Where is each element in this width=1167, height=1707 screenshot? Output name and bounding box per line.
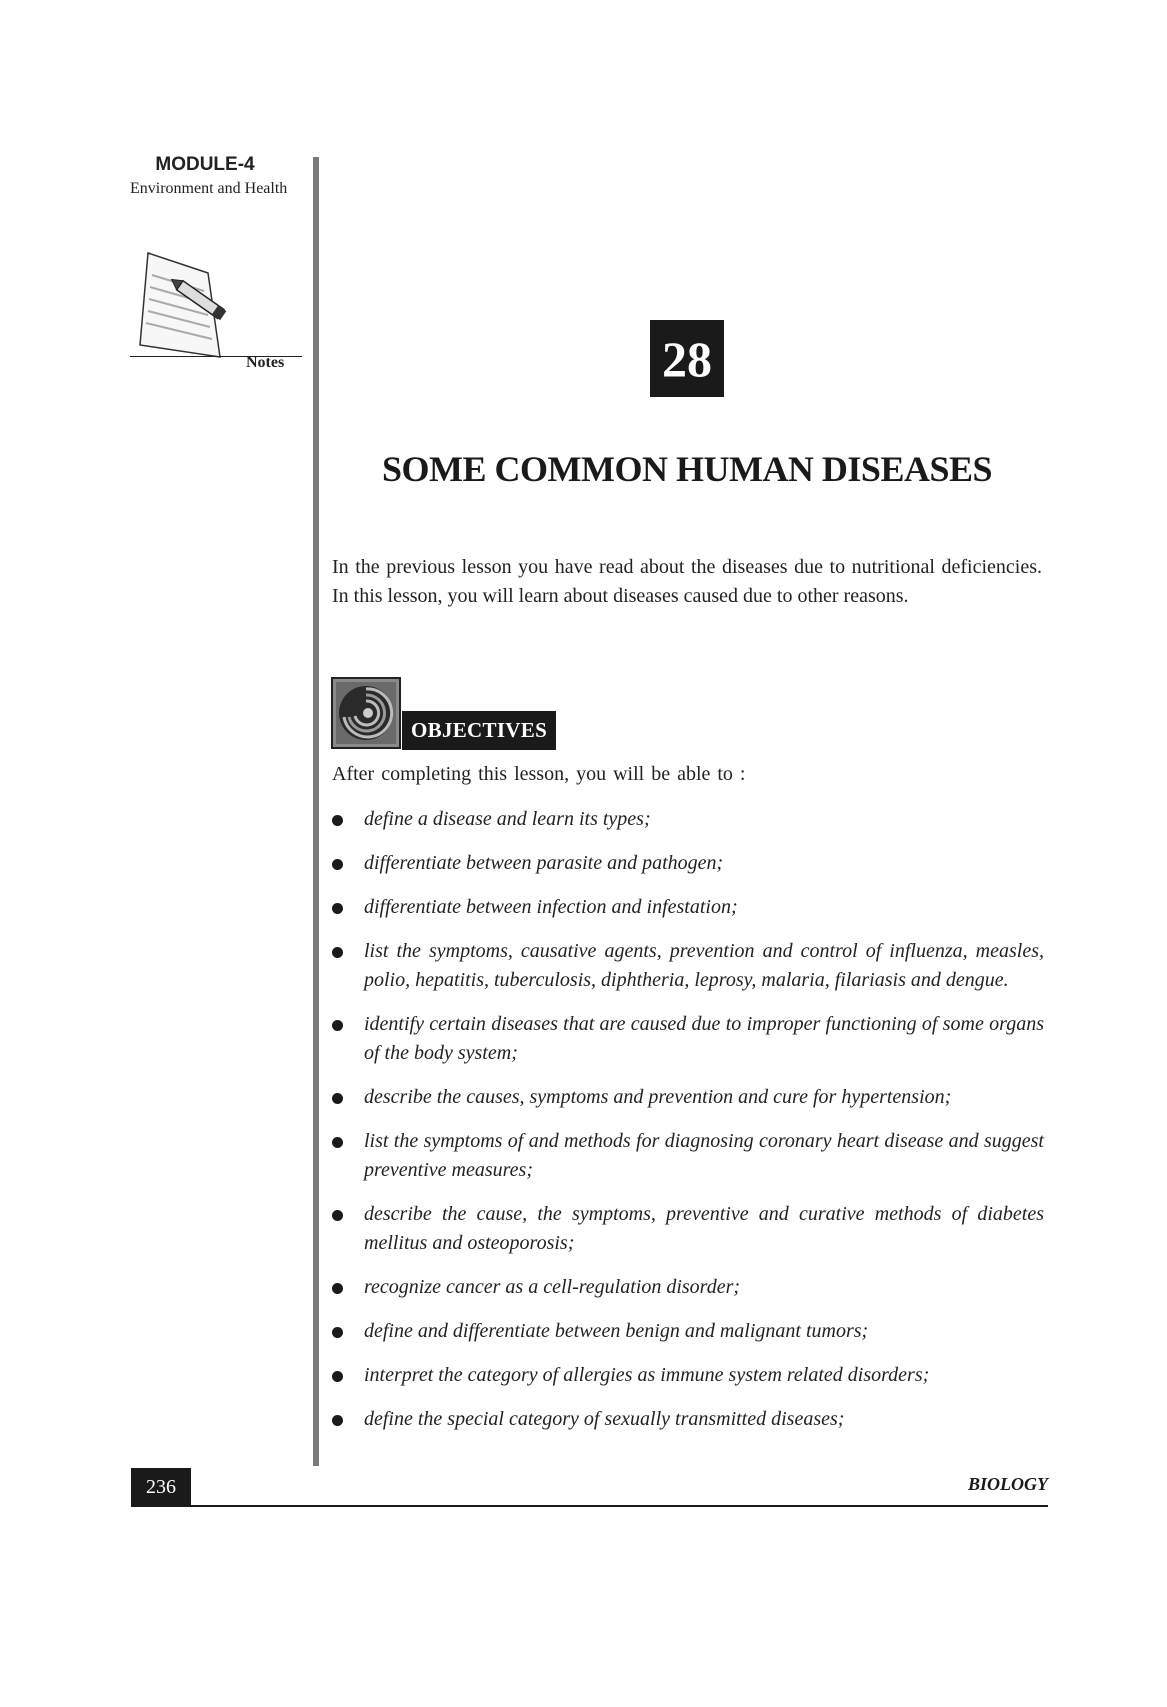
bullet-icon — [332, 903, 343, 914]
bullet-icon — [332, 859, 343, 870]
list-item: recognize cancer as a cell-regulation disorder; — [332, 1273, 1044, 1302]
bullet-icon — [332, 1093, 343, 1104]
intro-paragraph: In the previous lesson you have read about the diseases due to nutritional deficiencies. In this lesson, you will learn about diseases caused due to other reasons. — [332, 556, 1042, 607]
notes-label: Notes — [246, 354, 285, 371]
page-number: 236 — [131, 1468, 191, 1506]
list-item: define a disease and learn its types; — [332, 805, 1044, 834]
footer-rule — [131, 1505, 1048, 1507]
list-item: interpret the category of allergies as immune system related disorders; — [332, 1361, 1044, 1390]
list-item: describe the causes, symptoms and prevention and cure for hypertension; — [332, 1083, 1044, 1112]
bullet-icon — [332, 1020, 343, 1031]
list-item: identify certain diseases that are caused due to improper functioning of some organs of the body system; — [332, 1010, 1044, 1068]
bullet-icon — [332, 1327, 343, 1338]
objectives-list — [332, 805, 1044, 1449]
list-item: differentiate between infection and infestation; — [332, 893, 1044, 922]
list-item: define the special category of sexually transmitted diseases; — [332, 1405, 1044, 1434]
bullet-icon — [332, 815, 343, 826]
bullet-icon — [332, 1137, 343, 1148]
bullet-icon — [332, 1210, 343, 1221]
margin-rule — [313, 157, 319, 1466]
module-subtitle: Environment and Health — [130, 180, 288, 197]
bullet-icon — [332, 1283, 343, 1294]
list-item: list the symptoms, causative agents, prevention and control of influenza, measles, polio, hepatitis, tuberculosis, diphtheria, leprosy, malaria, filariasis and dengue. — [332, 937, 1044, 995]
chapter-title: SOME COMMON HUMAN DISEASES — [381, 449, 993, 489]
chapter-number: 28 — [650, 320, 724, 397]
footer-subject: BIOLOGY — [968, 1474, 1048, 1494]
objectives-lead: After completing this lesson, you will be able to : — [332, 763, 746, 785]
bullet-icon — [332, 947, 343, 958]
list-item: define and differentiate between benign and malignant tumors; — [332, 1317, 1044, 1346]
bullet-icon — [332, 1371, 343, 1382]
bullet-icon — [332, 1415, 343, 1426]
list-item: describe the cause, the symptoms, preventive and curative methods of diabetes mellitus and osteoporosis; — [332, 1200, 1044, 1258]
objectives-heading: OBJECTIVES — [402, 711, 556, 750]
list-item: differentiate between parasite and pathogen; — [332, 849, 1044, 878]
notes-pencil-icon — [130, 245, 240, 365]
module-label: MODULE-4 — [155, 154, 255, 175]
target-spiral-icon — [331, 677, 401, 749]
list-item: list the symptoms of and methods for diagnosing coronary heart disease and suggest preventive measures; — [332, 1127, 1044, 1185]
